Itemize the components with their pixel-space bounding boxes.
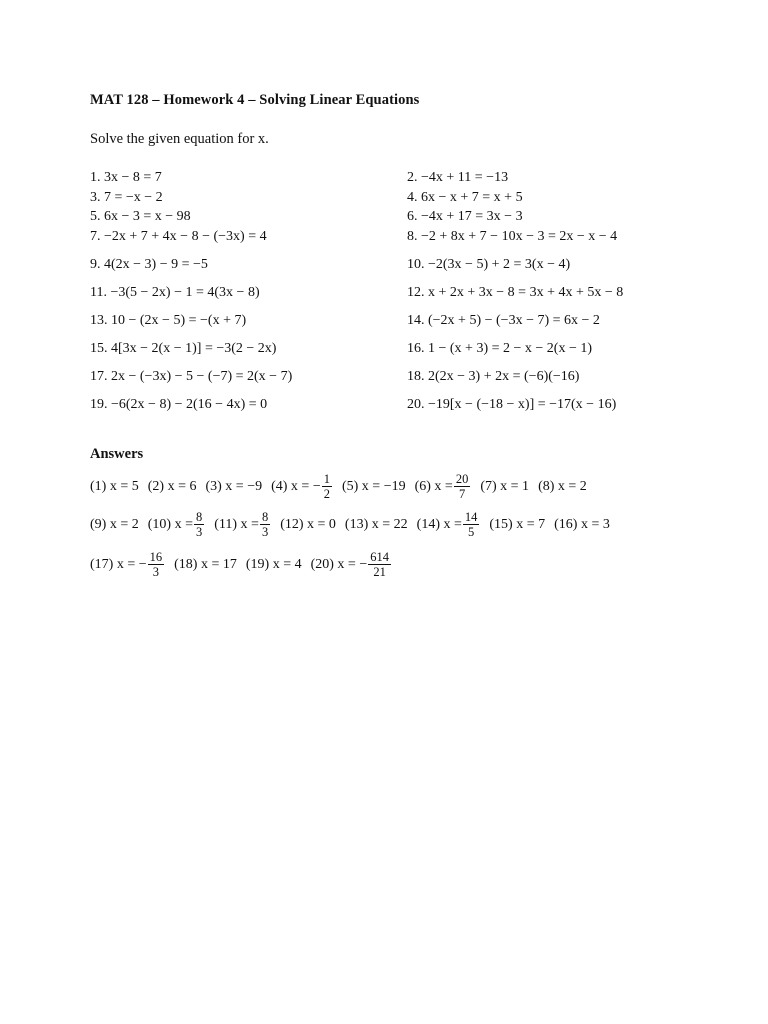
problem-18: 18. 2(2x − 3) + 2x = (−6)(−16)	[407, 368, 580, 384]
answer-label: (10)	[147, 516, 172, 532]
answer-8	[538, 479, 587, 495]
answer-value: x =	[434, 478, 453, 494]
answer-value: x = −19	[361, 478, 406, 494]
problem-row	[90, 209, 710, 229]
problem-list	[90, 170, 710, 425]
problem-8: 8. −2 + 8x + 7 − 10x − 3 = 2x − x − 4	[407, 228, 618, 244]
answer-7	[480, 479, 529, 495]
answer-value: x = 2	[557, 478, 587, 494]
answer-2	[148, 479, 197, 495]
problem-15: 15. 4[3x − 2(x − 1)] = −3(2 − 2x)	[90, 340, 277, 356]
problem-row	[90, 397, 710, 425]
answer-10	[148, 510, 205, 540]
answer-11	[214, 510, 271, 540]
fraction-denominator: 3	[152, 565, 159, 580]
answer-3	[205, 479, 262, 495]
answer-value: x = 5	[109, 478, 139, 494]
problem-16: 16. 1 − (x + 3) = 2 − x − 2(x − 1)	[407, 340, 593, 356]
problem-1: 1. 3x − 8 = 7	[90, 170, 162, 185]
problem-11: 11. −3(5 − 2x) − 1 = 4(3x − 8)	[90, 284, 260, 300]
answer-label: (20)	[310, 556, 334, 572]
answer-value: x = 1	[500, 478, 530, 494]
problem-6: 6. −4x + 17 = 3x − 3	[407, 209, 523, 224]
problem-row	[90, 285, 710, 313]
answer-19	[246, 557, 302, 573]
answer-value: x = 3	[580, 516, 610, 532]
answer-value: x = −	[290, 478, 321, 494]
problem-2: 2. −4x + 11 = −13	[407, 170, 509, 185]
answer-label: (19)	[245, 556, 270, 572]
answer-value: x = 4	[272, 556, 302, 572]
problem-row	[90, 229, 710, 257]
fraction-denominator: 5	[468, 525, 475, 540]
fraction-numerator: 1	[323, 472, 330, 486]
answer-value: x = 7	[516, 516, 546, 532]
fraction-denominator: 21	[373, 565, 386, 580]
answer-label: (3)	[205, 478, 222, 494]
answer-value: x =	[174, 516, 193, 532]
answer-13	[345, 517, 408, 533]
problem-13: 13. 10 − (2x − 5) = −(x + 7)	[90, 312, 247, 328]
fraction-denominator: 3	[261, 525, 269, 540]
answer-label: (14)	[416, 516, 440, 532]
answer-label: (15)	[489, 516, 513, 532]
answer-18	[174, 557, 237, 573]
fraction-numerator: 8	[261, 510, 269, 524]
answer-6	[415, 472, 472, 502]
answer-fraction	[454, 472, 471, 502]
problem-10: 10. −2(3x − 5) + 2 = 3(x − 4)	[407, 256, 571, 272]
answer-value: x =	[443, 516, 462, 532]
problem-row	[90, 170, 710, 190]
fraction-numerator: 614	[370, 550, 389, 564]
fraction-numerator: 14	[464, 510, 478, 524]
problem-12: 12. x + 2x + 3x − 8 = 3x + 4x + 5x − 8	[407, 284, 624, 300]
problem-3: 3. 7 = −x − 2	[90, 189, 163, 205]
answer-fraction	[322, 472, 332, 502]
problem-row	[90, 313, 710, 341]
fraction-numerator: 8	[195, 510, 203, 524]
problem-14: 14. (−2x + 5) − (−3x − 7) = 6x − 2	[407, 312, 600, 328]
answers-heading: Answers	[90, 446, 144, 462]
answer-1	[90, 479, 139, 495]
answer-label: (11)	[214, 516, 238, 532]
answer-label: (16)	[554, 516, 578, 532]
answer-value: x =	[240, 516, 259, 532]
answer-label: (17)	[90, 556, 114, 572]
answer-fraction	[463, 510, 480, 540]
answer-label: (4)	[271, 478, 288, 494]
answer-16	[554, 517, 610, 533]
answers-line-3	[90, 550, 401, 580]
problem-20: 20. −19[x − (−18 − x)] = −17(x − 16)	[407, 396, 617, 412]
answer-14	[417, 510, 481, 540]
answer-12	[280, 517, 336, 533]
answer-label: (7)	[480, 478, 497, 494]
answers-line-2	[90, 510, 619, 540]
answer-label: (8)	[538, 478, 555, 494]
answer-label: (12)	[280, 516, 304, 532]
instruction-text: Solve the given equation for x.	[90, 131, 269, 147]
problem-4: 4. 6x − x + 7 = x + 5	[407, 189, 523, 205]
problem-17: 17. 2x − (−3x) − 5 − (−7) = 2(x − 7)	[90, 368, 293, 384]
answer-15	[489, 517, 545, 533]
problem-row	[90, 369, 710, 397]
answer-value: x = −	[116, 556, 147, 572]
fraction-numerator: 16	[149, 550, 163, 564]
answer-value: x = 6	[167, 478, 197, 494]
answer-label: (9)	[90, 516, 107, 532]
fraction-numerator: 20	[455, 472, 469, 486]
answer-value: x = 0	[307, 516, 336, 532]
answer-4	[271, 472, 333, 502]
answer-9	[90, 517, 139, 533]
problem-row	[90, 190, 710, 210]
answer-20	[311, 550, 392, 580]
fraction-denominator: 2	[323, 487, 330, 502]
answer-fraction	[368, 550, 391, 580]
answer-label: (13)	[344, 516, 369, 532]
answer-label: (1)	[90, 478, 107, 494]
answer-5	[342, 479, 406, 495]
page-title: MAT 128 – Homework 4 – Solving Linear Equations	[90, 92, 420, 108]
answer-label: (6)	[414, 478, 431, 494]
fraction-denominator: 3	[195, 525, 203, 540]
answer-label: (2)	[147, 478, 165, 494]
answer-value: x = 17	[200, 556, 237, 572]
answer-value: x = 22	[371, 516, 408, 532]
answer-value: x = −	[337, 556, 368, 572]
answer-label: (18)	[174, 556, 198, 572]
problem-7: 7. −2x + 7 + 4x − 8 − (−3x) = 4	[90, 228, 267, 244]
problem-9: 9. 4(2x − 3) − 9 = −5	[90, 256, 208, 272]
answer-fraction	[194, 510, 204, 540]
problem-5: 5. 6x − 3 = x − 98	[90, 209, 191, 224]
answer-value: x = 2	[109, 516, 139, 532]
answer-fraction	[260, 510, 270, 540]
answer-fraction	[148, 550, 165, 580]
answer-value: x = −9	[225, 478, 263, 494]
fraction-denominator: 7	[458, 487, 466, 502]
problem-19: 19. −6(2x − 8) − 2(16 − 4x) = 0	[90, 396, 268, 412]
answer-17	[90, 550, 165, 580]
answers-line-1	[90, 472, 596, 502]
answer-label: (5)	[341, 478, 359, 494]
problem-row	[90, 341, 710, 369]
problem-row	[90, 257, 710, 285]
